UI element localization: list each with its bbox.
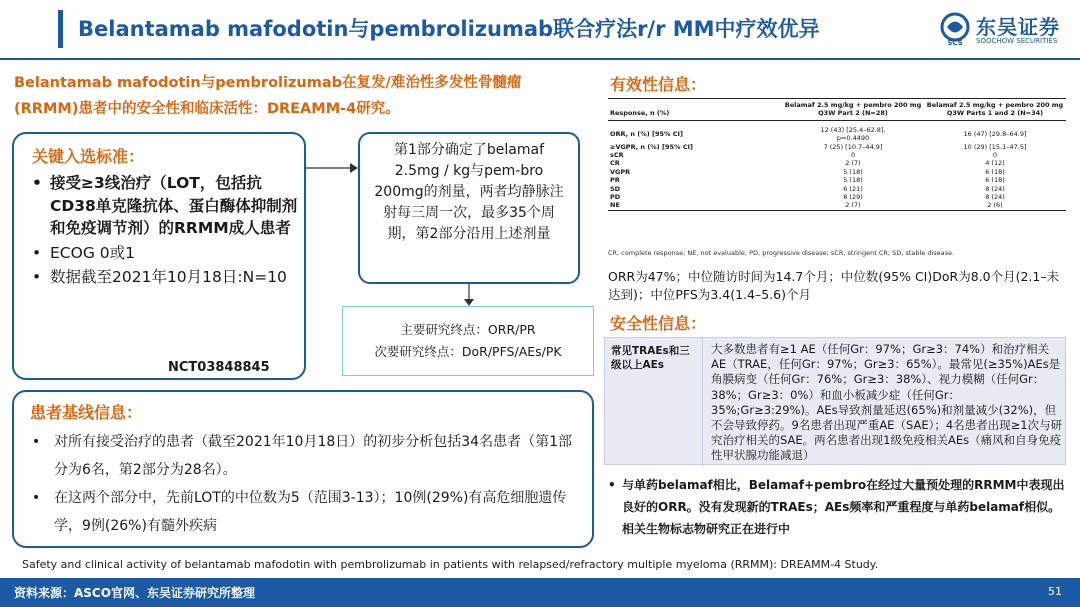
table-row xyxy=(608,120,1066,142)
column-header: Belamaf 2.5 mg/kg + pembro 200 mg Q3W Parts 1 and 2 (N=34) xyxy=(924,99,1066,121)
criteria-item: • 数据截至2021年10月18日:N=10 xyxy=(30,266,300,289)
arrow-right-icon xyxy=(306,162,358,174)
efficacy-summary: ORR为47%；中位随访时间为14.7个月；中位数(95% CI)DoR为8.0个月(2.1–未达到)；中位PFS为3.4(1.4–5.6)个月 xyxy=(608,269,1060,302)
cell-all: 6 (18) xyxy=(985,176,1005,185)
baseline-heading: 患者基线信息： xyxy=(30,403,143,422)
logo-text-cn: 东吴证券 xyxy=(976,15,1060,39)
table-row xyxy=(608,143,1066,151)
cell-all: 16 (47) [29.8–64.9] xyxy=(963,130,1027,139)
table-row xyxy=(608,185,1066,193)
row-label: PD xyxy=(610,193,621,202)
criteria-list xyxy=(30,172,300,291)
safety-box xyxy=(604,337,1066,465)
endpoints-box xyxy=(342,306,594,376)
table-row xyxy=(608,201,1066,210)
trial-id: NCT03848845 xyxy=(164,360,274,375)
arrow-down-icon xyxy=(463,284,475,306)
title-bar xyxy=(0,0,1080,56)
cell-part2: 12 (43) [25.4–62.8], p=0.4490 xyxy=(820,125,886,143)
efficacy-table xyxy=(608,98,1066,211)
cell-all: 4 (12) xyxy=(985,159,1005,168)
table-row xyxy=(608,193,1066,201)
efficacy-heading: 有效性信息： xyxy=(610,75,707,94)
cell-all: 10 (29) [15.1–47.5] xyxy=(963,142,1027,151)
row-label: NE xyxy=(608,201,782,210)
logo-abbr: SCS xyxy=(947,39,963,46)
secondary-endpoint: 次要研究终点：DoR/PFS/AEs/PK xyxy=(374,344,562,359)
cell-part2: 7 (25) [10.7–44.9] xyxy=(823,142,883,151)
cell-part2: 2 (7) xyxy=(782,201,924,210)
cell-part2: 6 (21) xyxy=(843,184,863,193)
logo-text-en: SOOCHOW SECURITIES xyxy=(976,37,1058,45)
row-label: VGPR xyxy=(610,167,631,176)
table-header-row xyxy=(608,99,1066,121)
cell-all: 8 (24) xyxy=(985,184,1005,193)
cell-part2: 0 xyxy=(850,151,856,160)
column-header: Response, n (%) xyxy=(608,99,782,121)
column-header: Belamaf 2.5 mg/kg + pembro 200 mg Q3W Part 2 (N=28) xyxy=(782,99,924,121)
row-label: CR xyxy=(610,159,620,168)
cell-part2: 2 (7) xyxy=(845,159,861,168)
baseline-list xyxy=(28,428,584,540)
figure-caption: Safety and clinical activity of belantamab mafodotin with pembrolizumab in patients with relapsed/refractory multiple myeloma (RRMM): DREAMM-4 Study. xyxy=(22,558,879,571)
cell-all: 0 xyxy=(992,151,998,160)
table-row xyxy=(608,176,1066,184)
title-accent-bar xyxy=(58,10,63,48)
row-label: SD xyxy=(610,184,621,193)
cell-part2: 5 (18) xyxy=(843,167,863,176)
baseline-box xyxy=(12,390,594,548)
row-label: ≥VGPR, n (%) [95% CI] xyxy=(610,142,693,151)
cell-all: 2 (6) xyxy=(924,201,1066,210)
cell-all: 8 (24) xyxy=(985,193,1005,202)
safety-heading: 安全性信息： xyxy=(610,314,707,333)
criteria-heading: 关键入选标准： xyxy=(32,147,145,166)
cell-all: 6 (18) xyxy=(985,167,1005,176)
baseline-item: • 在这两个部分中，先前LOT的中位数为5（范围3-13）；10例(29%)有高危细胞遗传学，9例(26%)有髓外疾病 xyxy=(28,484,584,540)
company-logo xyxy=(938,10,1074,50)
table-row xyxy=(608,168,1066,176)
row-label: sCR xyxy=(610,151,624,160)
cell-part2: 8 (29) xyxy=(843,193,863,202)
logo-mark-icon xyxy=(938,12,972,46)
footer-bar xyxy=(0,578,1080,607)
study-subtitle: Belantamab mafodotin与pembrolizumab在复发/难治性多发性骨髓瘤(RRMM)患者中的安全性和临床活性：DREAMM-4研究。 xyxy=(14,75,522,117)
dose-box: 第1部分确定了belamaf 2.5mg / kg与pem-bro 200mg的剂量，两者均静脉注射每三周一次，最多35个周期，第2部分沿用上述剂量 xyxy=(358,132,580,284)
page-title: Belantamab mafodotin与pembrolizumab联合疗法r/r MM中疗效优异 xyxy=(78,17,820,41)
table-row xyxy=(608,159,1066,167)
cell-part2: 5 (18) xyxy=(843,176,863,185)
criteria-item: • 接受≥3线治疗（LOT，包括抗CD38单克隆抗体、蛋白酶体抑制剂和免疫调节剂）的RRMM成人患者 xyxy=(30,172,300,240)
criteria-box xyxy=(12,132,306,380)
title-divider xyxy=(0,58,1080,60)
baseline-item: • 对所有接受治疗的患者（截至2021年10月18日）的初步分析包括34名患者（第1部分为6名，第2部分为28名）。 xyxy=(28,428,584,484)
safety-text: 大多数患者有≥1 AE（任何Gr：97%；Gr≥3：74%）和治疗相关AE（TRAE，任何Gr：97%；Gr≥3：65%）。最常见(≥35%)AEs是角膜病变（任何Gr：76%；Gr≥3：38%）、视力模糊（任何Gr：38%；Gr≥3：0%）和血小板减少症（任何Gr：35%;Gr≥3:29%)。AEs导致剂量延迟(65%)和剂量减少(32%)，但不会导致停药。9名患者出现严重AE（SAE）；4名患者出现≥1次与研究治疗相关的SAE。两名患者出现1级免疫相关AEs（痛风和自身免疫性甲状腺功能减退） xyxy=(711,342,1063,463)
table-footnote: CR, complete response; NE, not evaluable; PD, progressive disease; sCR, stringent CR; SD, stable disease. xyxy=(608,249,955,257)
source-note: 资料来源：ASCO官网、东吴证券研究所整理 xyxy=(14,586,255,600)
primary-endpoint: 主要研究终点：ORR/PR xyxy=(400,322,536,337)
row-label: ORR, n (%) [95% CI] xyxy=(610,130,683,139)
page-number: 51 xyxy=(1048,585,1062,598)
criteria-item: • ECOG 0或1 xyxy=(30,242,300,265)
row-label: PR xyxy=(610,176,620,185)
conclusion-text: • 与单药belamaf相比，Belamaf+pembro在经过大量预处理的RRMM中表现出良好的ORR。没有发现新的TRAEs；AEs频率和严重程度与单药belamaf相似。相关生物标志物研究正在进行中 xyxy=(606,474,1068,540)
table-row xyxy=(608,151,1066,159)
safety-label: 常见TRAEs和三级以上AEs xyxy=(605,338,703,466)
